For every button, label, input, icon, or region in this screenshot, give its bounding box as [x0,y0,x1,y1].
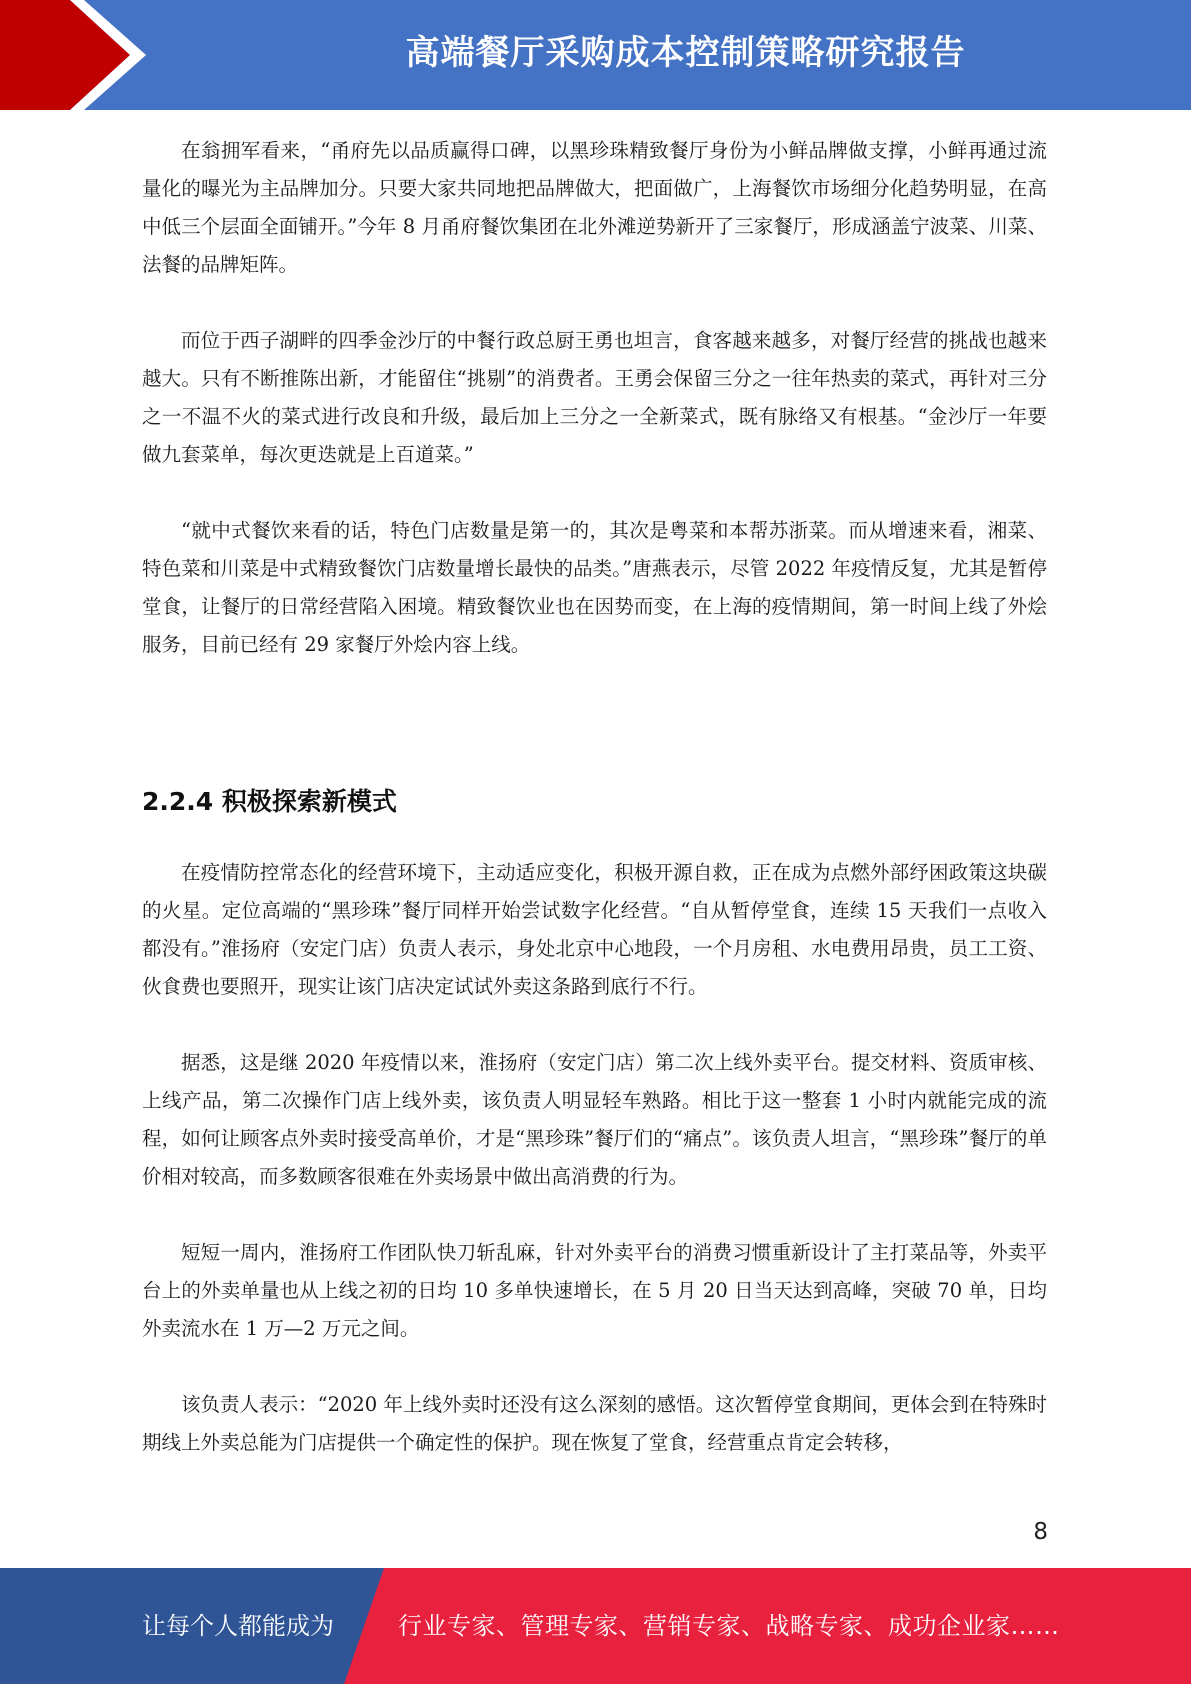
report-title: 高端餐厅采购成本控制策略研究报告 [405,33,966,73]
footer-slogan-right: 行业专家、管理专家、营销专家、战略专家、成功企业家…… [398,1612,1060,1640]
footer-slogan-left: 让每个人都能成为 [142,1612,334,1640]
paragraph: 在翁拥军看来，“甬府先以品质赢得口碑，以黑珍珠精致餐厅身份为小鲜品牌做支撑，小鲜再通过流量化的曝光为主品牌加分。只要大家共同地把品牌做大，把面做广，上海餐饮市场细分化趋势明显，在高中低三个层面全面铺开。”今年 8 月甬府餐饮集团在北外滩逆势新开了三家餐厅，形成涵盖宁波菜、川菜、法餐的品牌矩阵。 [142,139,1047,276]
paragraph: 在疫情防控常态化的经营环境下，主动适应变化，积极开源自救，正在成为点燃外部纾困政策这块碳的火星。定位高端的“黑珍珠”餐厅同样开始尝试数字化经营。“自从暂停堂食，连续 15 天我们一点收入都没有。”淮扬府（安定门店）负责人表示，身处北京中心地段，一个月房租、水电费用昂贵，员工工资、伙食费也要照开，现实让该门店决定试试外卖这条路到底行不行。 [142,861,1047,998]
section-spacer [142,664,1047,782]
paragraph: 而位于西子湖畔的四季金沙厅的中餐行政总厨王勇也坦言，食客越来越多，对餐厅经营的挑战也越来越大。只有不断推陈出新，才能留住“挑剔”的消费者。王勇会保留三分之一往年热卖的菜式，再针对三分之一不温不火的菜式进行改良和升级，最后加上三分之一全新菜式，既有脉络又有根基。“金沙厅一年要做九套菜单，每次更迭就是上百道菜。” [142,329,1047,466]
paragraph: 短短一周内，淮扬府工作团队快刀斩乱麻，针对外卖平台的消费习惯重新设计了主打菜品等，外卖平台上的外卖单量也从上线之初的日均 10 多单快速增长，在 5 月 20 日当天达到高峰，突破 70 单，日均外卖流水在 1 万—2 万元之间。 [142,1241,1047,1340]
page-header [0,0,1191,110]
section-heading: 2.2.4 积极探索新模式 [142,787,397,816]
page-content [142,132,1047,1462]
paragraph: “就中式餐饮来看的话，特色门店数量是第一的，其次是粤菜和本帮苏浙菜。而从增速来看，湘菜、特色菜和川菜是中式精致餐饮门店数量增长最快的品类。”唐燕表示，尽管 2022 年疫情反复，尤其是暂停堂食，让餐厅的日常经营陷入困境。精致餐饮业也在因势而变，在上海的疫情期间，第一时间上线了外烩服务，目前已经有 29 家餐厅外烩内容上线。 [142,519,1047,656]
page-footer [0,1568,1191,1684]
paragraph: 该负责人表示：“2020 年上线外卖时还没有这么深刻的感悟。这次暂停堂食期间，更体会到在特殊时期线上外卖总能为门店提供一个确定性的保护。现在恢复了堂食，经营重点肯定会转移， [142,1393,1047,1454]
heading-spacer [142,822,1047,854]
header-arrow-decoration [0,0,160,110]
page-number: 8 [1033,1519,1048,1545]
paragraph: 据悉，这是继 2020 年疫情以来，淮扬府（安定门店）第二次上线外卖平台。提交材料、资质审核、上线产品，第二次操作门店上线外卖，该负责人明显轻车熟路。相比于这一整套 1 小时内就能完成的流程，如何让顾客点外卖时接受高单价，才是“黑珍珠”餐厅们的“痛点”。该负责人坦言，“黑珍珠”餐厅的单价相对较高，而多数顾客很难在外卖场景中做出高消费的行为。 [142,1051,1047,1188]
